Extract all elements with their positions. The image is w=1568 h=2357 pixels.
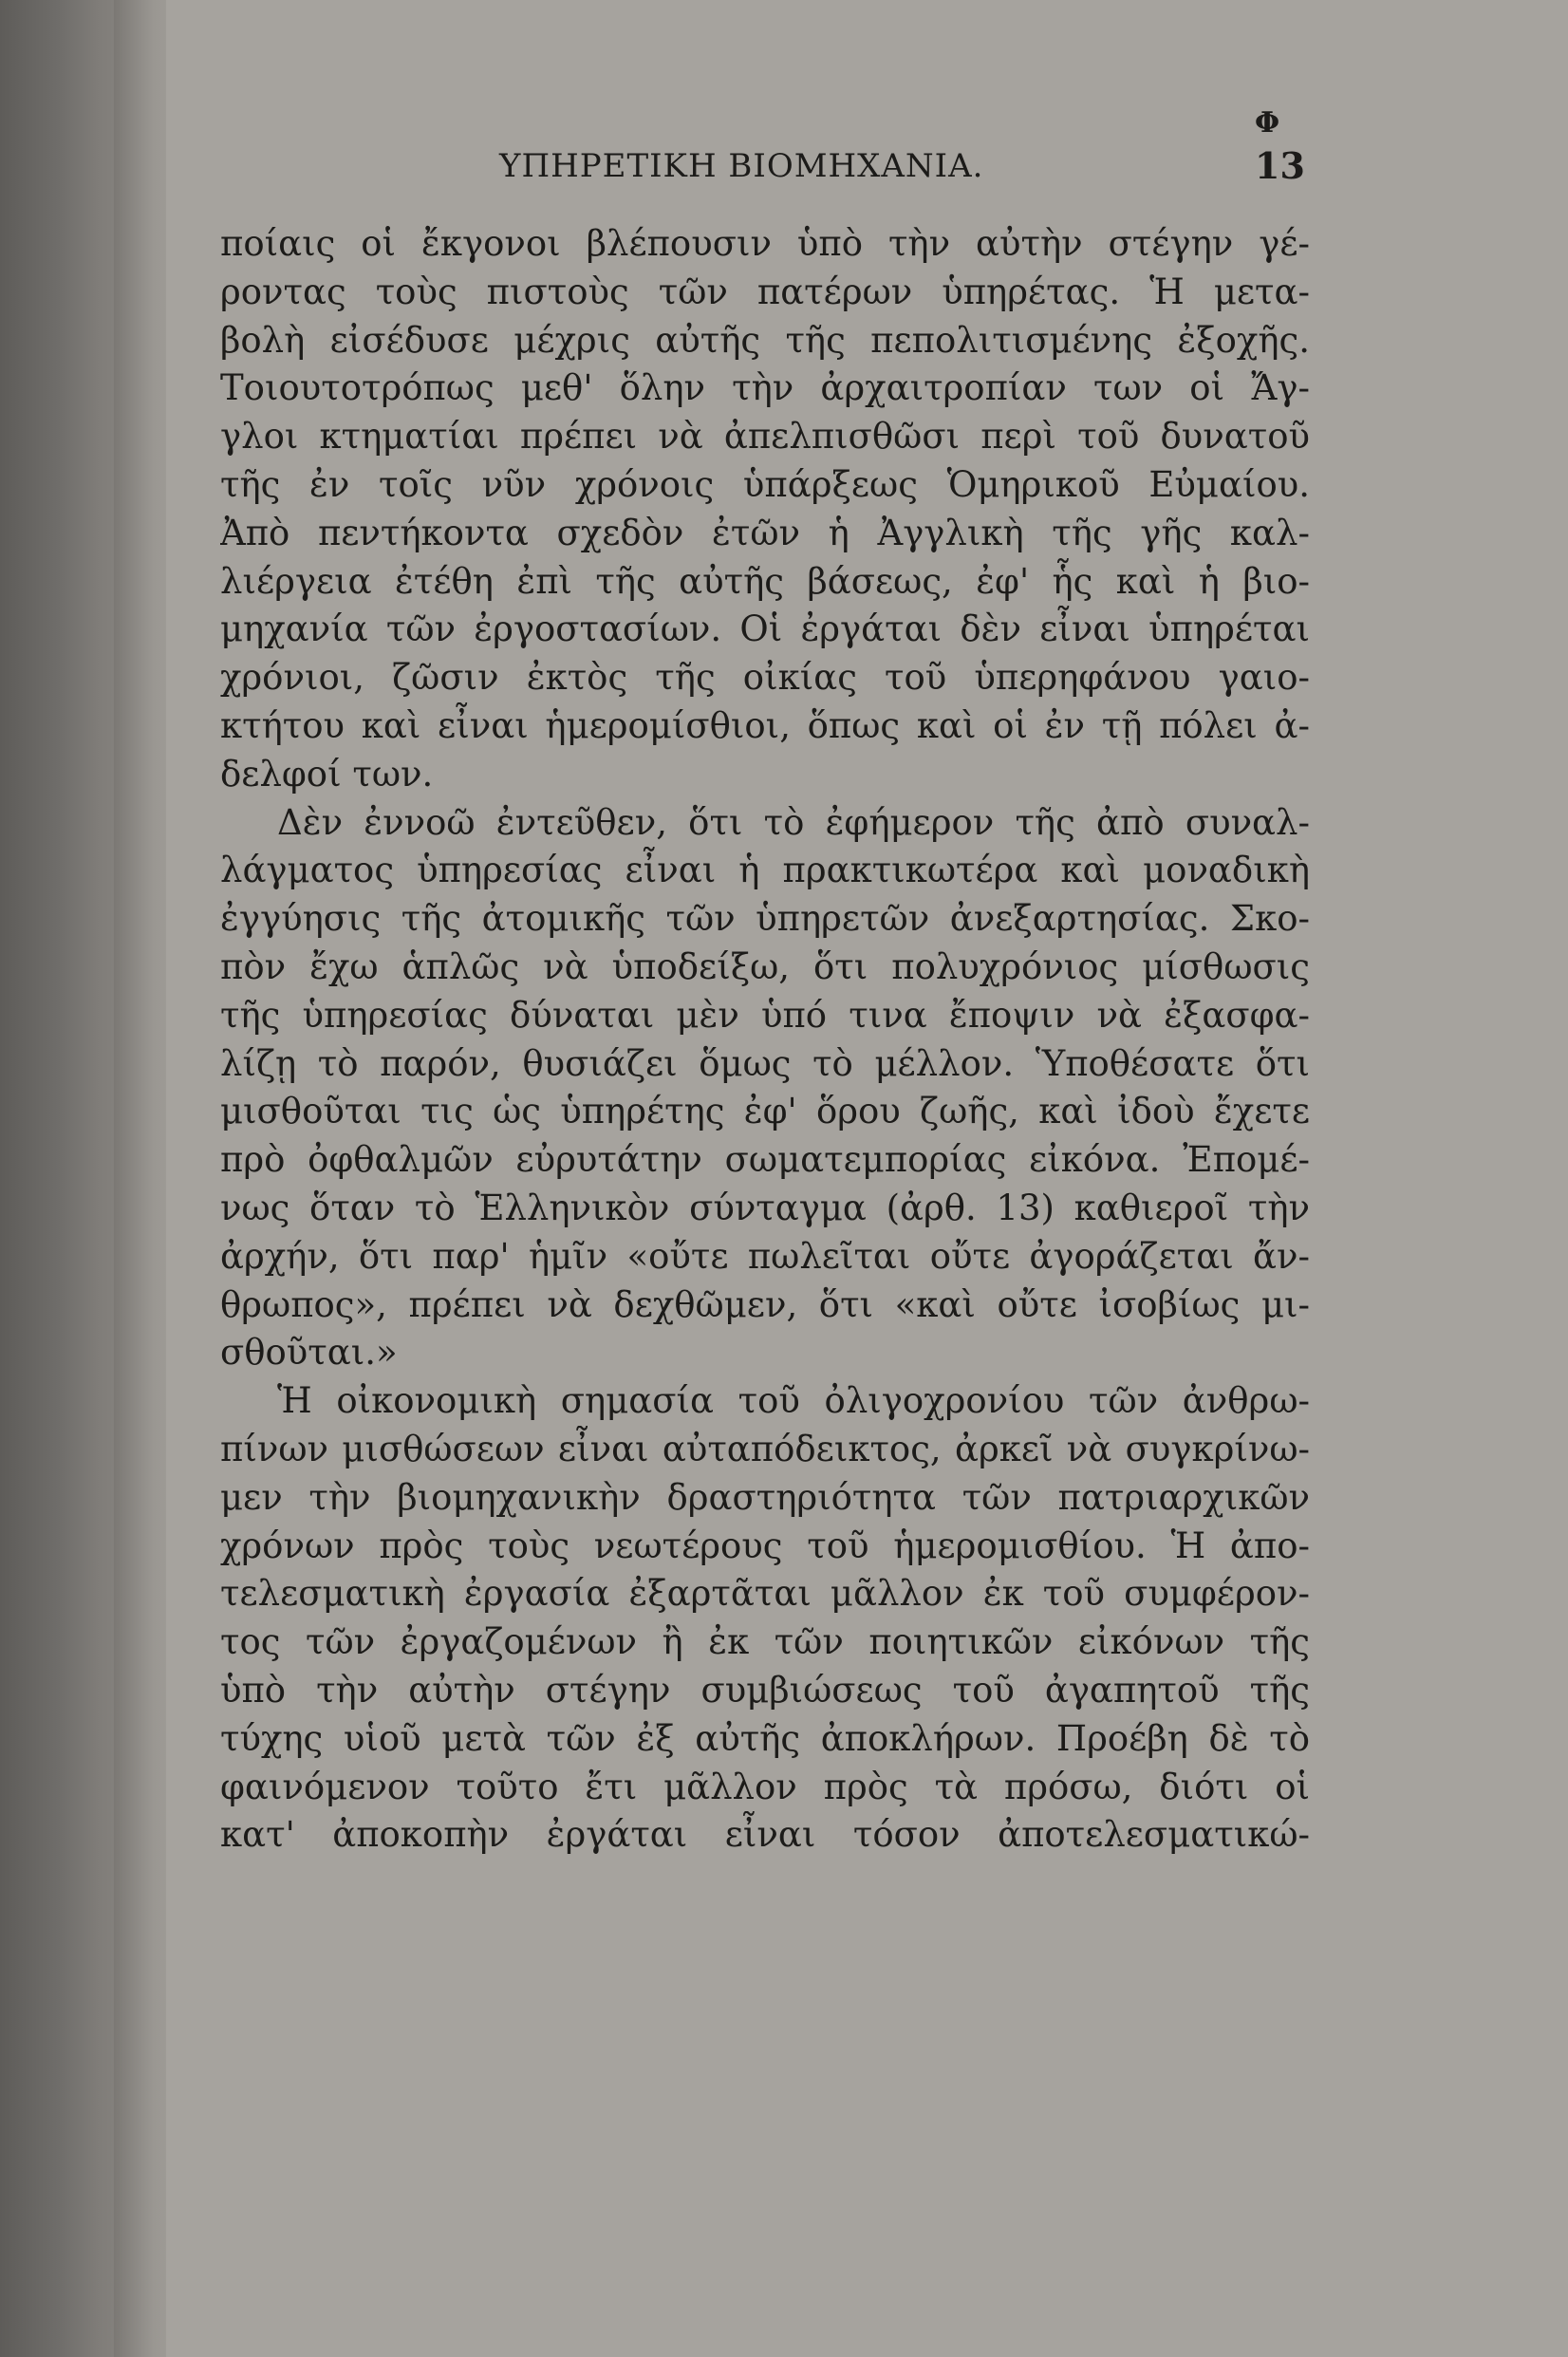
text-line: τος τῶν ἐργαζομένων ἢ ἐκ τῶν ποιητικῶν εἰκόνων τῆς xyxy=(220,1621,1310,1663)
text-line: τῆς ὑπηρεσίας δύναται μὲν ὑπό τινα ἔποψιν νὰ ἐξασφα- xyxy=(220,994,1310,1036)
text-line: τύχης υἱοῦ μετὰ τῶν ἐξ αὐτῆς ἀποκλήρων. Προέβη δὲ τὸ xyxy=(220,1717,1310,1759)
text-line: δελφοί των. xyxy=(220,753,434,795)
text-line: χρόνιοι, ζῶσιν ἐκτὸς τῆς οἰκίας τοῦ ὑπερηφάνου γαιο- xyxy=(220,657,1310,699)
text-line: ποίαις οἱ ἔκγονοι βλέπουσιν ὑπὸ τὴν αὐτὴν στέγην γέ- xyxy=(220,223,1310,264)
text-line: πὸν ἔχω ἁπλῶς νὰ ὑποδείξω, ὅτι πολυχρόνιος μίσθωσις xyxy=(220,945,1310,987)
paragraph-start-line: Ἡ οἰκονομικὴ σημασία τοῦ ὀλιγοχρονίου τῶν ἀνθρω- xyxy=(277,1380,1310,1422)
text-line: νως ὅταν τὸ Ἑλληνικὸν σύνταγμα (ἀρθ. 13) καθιεροῖ τὴν xyxy=(220,1187,1310,1228)
text-line: πίνων μισθώσεων εἶναι αὐταπόδεικτος, ἀρκεῖ νὰ συγκρίνω- xyxy=(220,1428,1310,1469)
text-line: ἀρχήν, ὅτι παρ' ἡμῖν «οὔτε πωλεῖται οὔτε ἀγοράζεται ἄν- xyxy=(220,1235,1310,1277)
text-line: λιέργεια ἐτέθη ἐπὶ τῆς αὐτῆς βάσεως, ἐφ' ἧς καὶ ἡ βιο- xyxy=(220,560,1310,602)
text-line: χρόνων πρὸς τοὺς νεωτέρους τοῦ ἡμερομισθίου. Ἡ ἀπο- xyxy=(220,1525,1310,1566)
text-line: σθοῦται.» xyxy=(220,1332,398,1374)
text-line: βολὴ εἰσέδυσε μέχρις αὐτῆς τῆς πεπολιτισμένης ἐξοχῆς. xyxy=(220,319,1310,361)
text-line: τῆς ἐν τοῖς νῦν χρόνοις ὑπάρξεως Ὁμηρικοῦ Εὐμαίου. xyxy=(220,463,1310,505)
text-line: Ἀπὸ πεντήκοντα σχεδὸν ἐτῶν ἡ Ἀγγλικὴ τῆς γῆς καλ- xyxy=(220,512,1310,553)
page-number: 13 xyxy=(1255,144,1305,187)
text-line: τελεσματικὴ ἐργασία ἐξαρτᾶται μᾶλλον ἐκ τοῦ συμφέρον- xyxy=(220,1573,1310,1615)
signature-mark: Φ xyxy=(1255,106,1280,140)
text-line: ὑπὸ τὴν αὐτὴν στέγην συμβιώσεως τοῦ ἀγαπητοῦ τῆς xyxy=(220,1669,1310,1711)
text-line: μηχανία τῶν ἐργοστασίων. Οἱ ἐργάται δὲν εἶναι ὑπηρέται xyxy=(220,608,1310,650)
text-line: ροντας τοὺς πιστοὺς τῶν πατέρων ὑπηρέτας. Ἡ μετα- xyxy=(220,271,1310,312)
text-line: μεν τὴν βιομηχανικὴν δραστηριότητα τῶν πατριαρχικῶν xyxy=(220,1476,1310,1518)
text-line: ἐγγύησις τῆς ἀτομικῆς τῶν ὑπηρετῶν ἀνεξαρτησίας. Σκο- xyxy=(220,898,1310,940)
running-head: ΥΠΗΡΕΤΙΚΗ ΒΙΟΜΗΧΑΝΙΑ. xyxy=(499,147,984,185)
text-line: κτήτου καὶ εἶναι ἡμερομίσθιοι, ὅπως καὶ οἱ ἐν τῇ πόλει ἀ- xyxy=(220,704,1310,746)
text-line: φαινόμενον τοῦτο ἔτι μᾶλλον πρὸς τὰ πρόσω, διότι οἱ xyxy=(220,1766,1310,1807)
text-line: λάγματος ὑπηρεσίας εἶναι ἡ πρακτικωτέρα καὶ μοναδικὴ xyxy=(220,850,1310,891)
text-line: κατ' ἀποκοπὴν ἐργάται εἶναι τόσον ἀποτελεσματικώ- xyxy=(220,1814,1310,1856)
body-text xyxy=(220,220,1310,1860)
text-line: Τοιουτοτρόπως μεθ' ὅλην τὴν ἀρχαιτροπίαν των οἱ Ἄγ- xyxy=(220,367,1310,409)
text-line: γλοι κτηματίαι πρέπει νὰ ἀπελπισθῶσι περὶ τοῦ δυνατοῦ xyxy=(220,416,1310,458)
text-line: πρὸ ὀφθαλμῶν εὐρυτάτην σωματεμπορίας εἰκόνα. Ἐπομέ- xyxy=(220,1139,1310,1181)
text-line: λίζῃ τὸ παρόν, θυσιάζει ὅμως τὸ μέλλον. Ὑποθέσατε ὅτι xyxy=(220,1042,1310,1084)
text-line: θρωπος», πρέπει νὰ δεχθῶμεν, ὅτι «καὶ οὔτε ἰσοβίως μι- xyxy=(220,1283,1310,1325)
paragraph-start-line: Δὲν ἐννοῶ ἐντεῦθεν, ὅτι τὸ ἐφήμερον τῆς ἀπὸ συναλ- xyxy=(277,801,1310,843)
text-line: μισθοῦται τις ὡς ὑπηρέτης ἐφ' ὅρου ζωῆς, καὶ ἰδοὺ ἔχετε xyxy=(220,1091,1310,1132)
